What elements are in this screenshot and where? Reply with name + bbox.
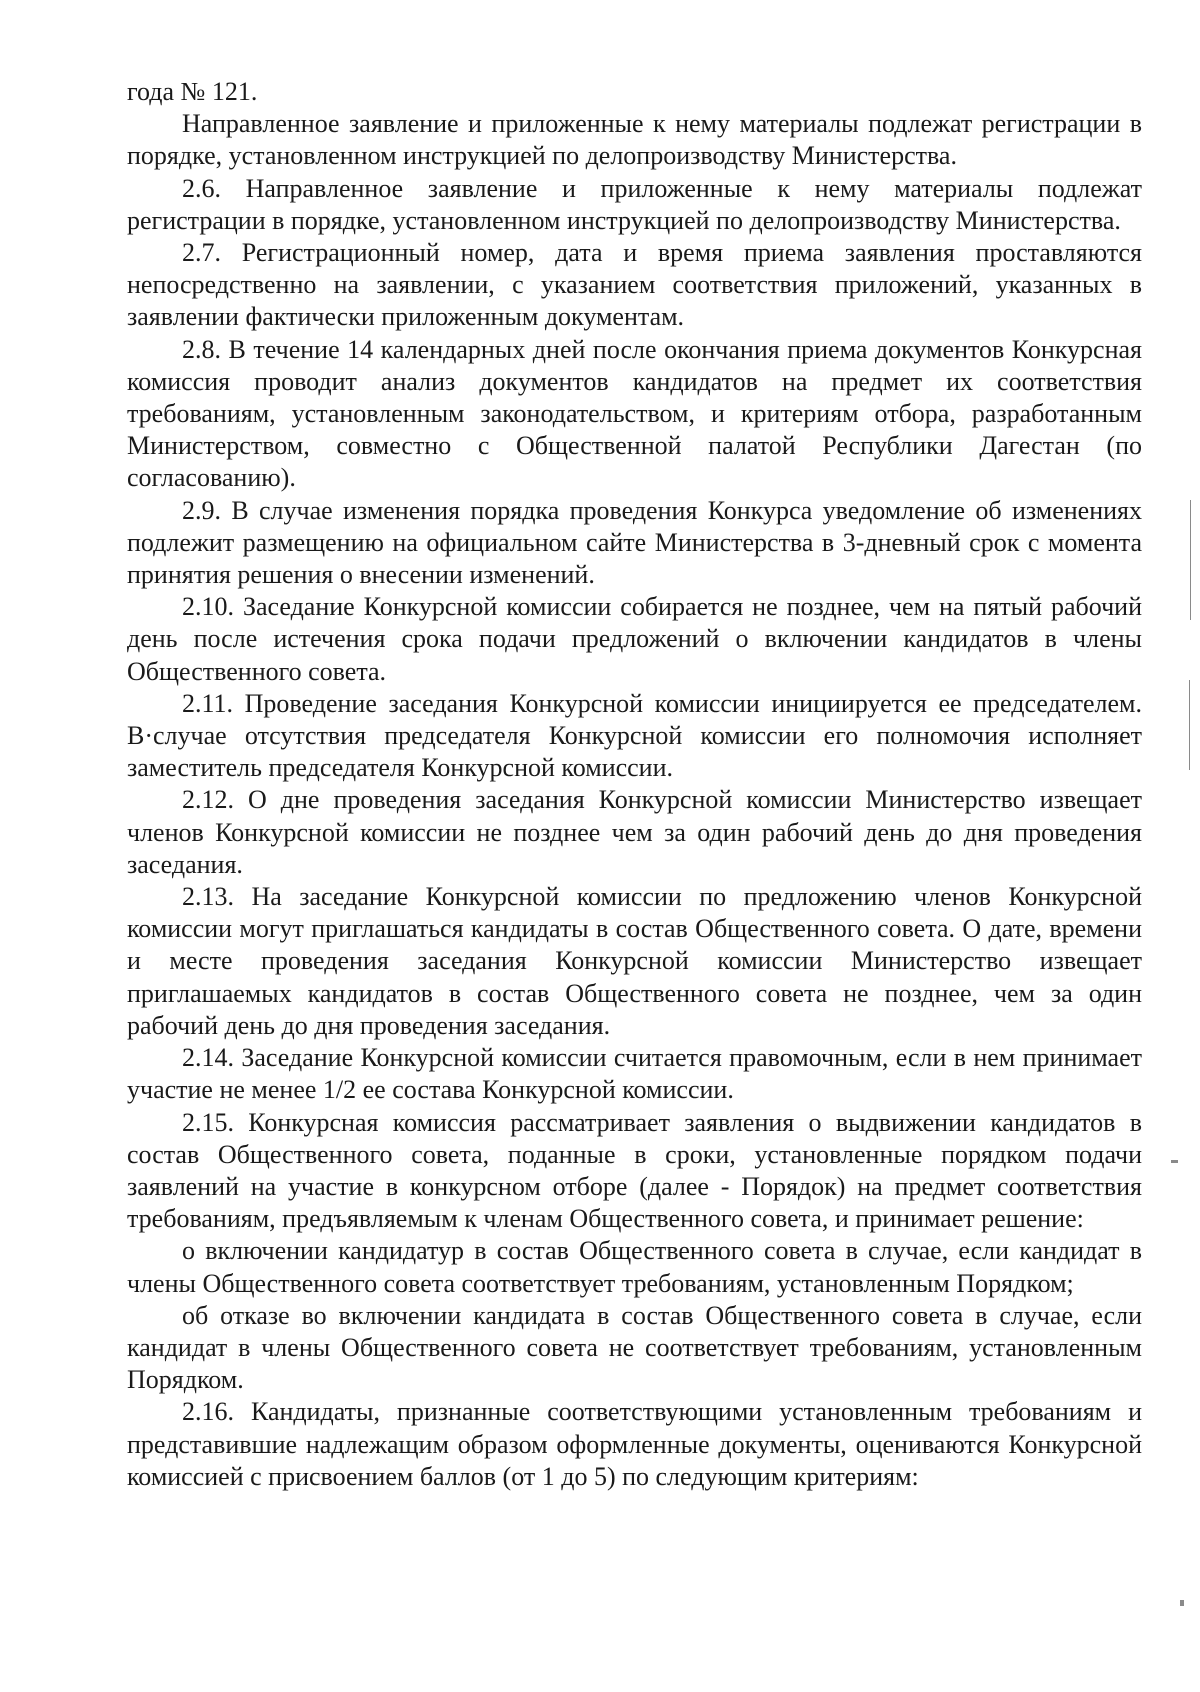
clause-2-6: 2.6. Направленное заявление и приложенные к нему материалы подлежат регистрации в порядке, установленном инструкцией по делопроизводству Министерства. [127,173,1142,235]
clause-2-13: 2.13. На заседание Конкурсной комиссии по предложению членов Конкурсной комиссии могут приглашаться кандидаты в состав Общественного совета. О дате, времени и месте проведения заседания Конкурсной комиссии Министерство извещает приглашаемых кандидатов в состав Общественного совета не позднее, чем за один рабочий день до дня проведения заседания. [127,882,1142,1040]
scan-artifact-dot [1171,1160,1178,1163]
clause-2-15-inclusion-decision: о включении кандидатур в состав Общественного совета в случае, если кандидат в члены Общественного совета соответствует требованиям, установленным Порядком; [127,1236,1142,1298]
clause-2-10: 2.10. Заседание Конкурсной комиссии собирается не позднее, чем на пятый рабочий день после истечения срока подачи предложений о включении кандидатов в члены Общественного совета. [127,592,1142,686]
clause-2-7: 2.7. Регистрационный номер, дата и время приема заявления проставляются непосредственно на заявлении, с указанием соответствия приложений, указанных в заявлении фактически приложенным документам. [127,238,1142,332]
decree-reference-continuation: года № 121. [127,77,258,106]
scan-artifact-dot [1180,1600,1184,1606]
clause-2-9: 2.9. В случае изменения порядка проведения Конкурса уведомление об изменениях подлежит размещению на официальном сайте Министерства в 3-дневный срок с момента принятия решения о внесении изменений. [127,495,1142,590]
scan-artifact-line [1190,500,1191,620]
document-body [127,76,1142,1493]
clause-2-8: 2.8. В течение 14 календарных дней после окончания приема документов Конкурсная комиссия проводит анализ документов кандидатов на предмет их соответствия требованиям, установленным законодательством, и критериям отбора, разработанным Министерством, совместно с Общественной палатой Республики Дагестан (по согласованию). [127,334,1142,493]
clause-2-14: 2.14. Заседание Конкурсной комиссии считается правомочным, если в нем принимает участие не менее 1/2 ее состава Конкурсной комиссии. [127,1043,1142,1105]
clause-2-15: 2.15. Конкурсная комиссия рассматривает заявления о выдвижении кандидатов в состав Общественного совета, поданные в сроки, установленные порядком подачи заявлений на участие в конкурсном отборе (далее - Порядок) на предмет соответствия требованиям, предъявляемым к членам Общественного совета, и принимает решение: [127,1107,1142,1234]
clause-2-15-refusal-decision: об отказе во включении кандидата в состав Общественного совета в случае, если кандидат в члены Общественного совета не соответствует требованиям, установленным Порядком. [127,1300,1142,1395]
clause-2-12: 2.12. О дне проведения заседания Конкурсной комиссии Министерство извещает членов Конкурсной комиссии не позднее чем за один рабочий день до дня проведения заседания. [127,785,1142,879]
clause-2-16: 2.16. Кандидаты, признанные соответствующими установленным требованиям и представившие надлежащим образом оформленные документы, оцениваются Конкурсной комиссией с присвоением баллов (от 1 до 5) по следующим критериям: [127,1397,1142,1491]
clause-2-11: 2.11. Проведение заседания Конкурсной комиссии инициируется ее председателем. В·случае отсутствия председателя Конкурсной комиссии его полномочия исполняет заместитель председателя Конкурсной комиссии. [127,688,1142,783]
scan-artifact-line [1189,680,1190,770]
paragraph-registration-intro: Направленное заявление и приложенные к нему материалы подлежат регистрации в порядке, установленном инструкцией по делопроизводству Министерства. [127,109,1142,171]
